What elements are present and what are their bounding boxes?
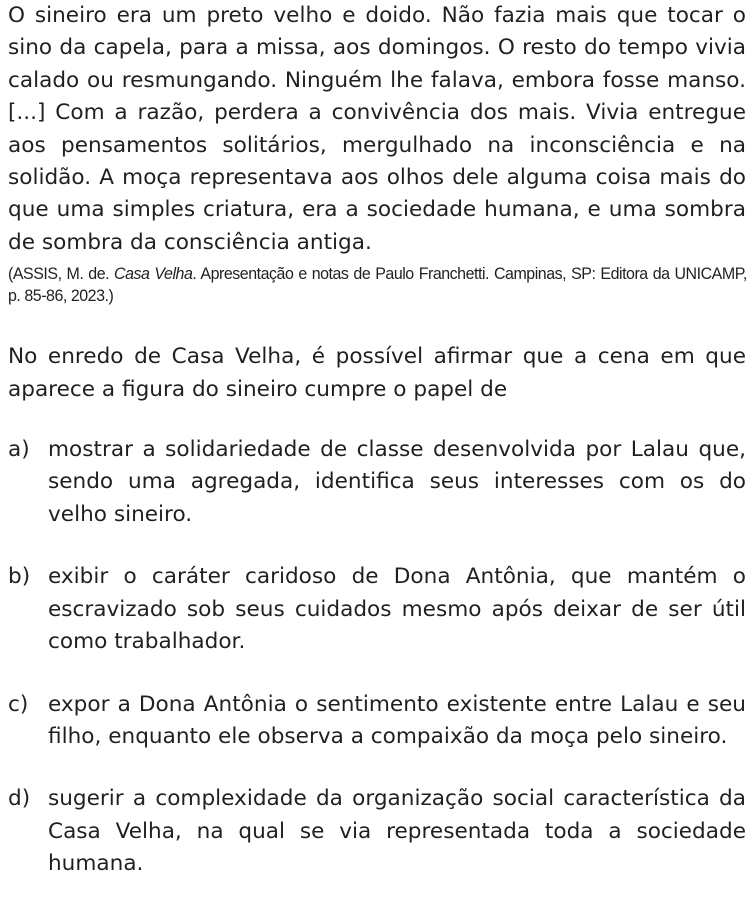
option-letter: c) [8,691,29,717]
option-letter: b) [8,564,31,590]
option-letter: a) [8,437,30,463]
citation-book-title: Casa Velha [114,264,193,284]
excerpt-passage: O sineiro era um preto velho e doido. Não fazia mais que tocar o sino da capela, para a missa, aos domingos. O resto do tempo vivia calado ou resmungando. Ninguém lhe falava, embora fosse manso. [...] Com a razão, perdera a convivência dos mais. Vivia entregue aos pensamentos solitários, mergulhado na inconsciência e na solidão. A moça representava aos olhos dele alguma coisa mais do que uma simples criatura, era a sociedade humana, e uma sombra de sombra da consciência antiga. [8,3,746,255]
question-page [8,0,746,881]
answer-option-d[interactable] [8,783,746,880]
option-text: sugerir a complexidade da organização social característica da Casa Velha, na qual se via representada toda a sociedade humana. [48,786,746,877]
citation-suffix: . Apresentação e notas de Paulo Franchetti. Campinas, SP: Editora da UNICAMP, p. 85-86, 2023.) [8,264,747,306]
citation-prefix: (ASSIS, M. de. [8,264,115,284]
option-text: exibir o caráter caridoso de Dona Antônia, que mantém o escravizado sob seus cuidados mesmo após deixar de ser útil como trabalhador. [48,564,746,655]
answer-option-b[interactable] [8,561,746,658]
excerpt-citation [8,263,747,307]
option-text: expor a Dona Antônia o sentimento existente entre Lalau e seu filho, enquanto ele observa a compaixão da moça pelo sineiro. [48,691,746,749]
option-letter: d) [8,786,31,812]
question-prompt: No enredo de Casa Velha, é possível afirmar que a cena em que aparece a figura do sineiro cumpre o papel de [8,344,746,402]
answer-options [8,434,746,880]
answer-option-c[interactable] [8,689,746,754]
answer-option-a[interactable] [8,434,746,531]
option-text: mostrar a solidariedade de classe desenvolvida por Lalau que, sendo uma agregada, identifica seus interesses com os do velho sineiro. [48,437,746,527]
